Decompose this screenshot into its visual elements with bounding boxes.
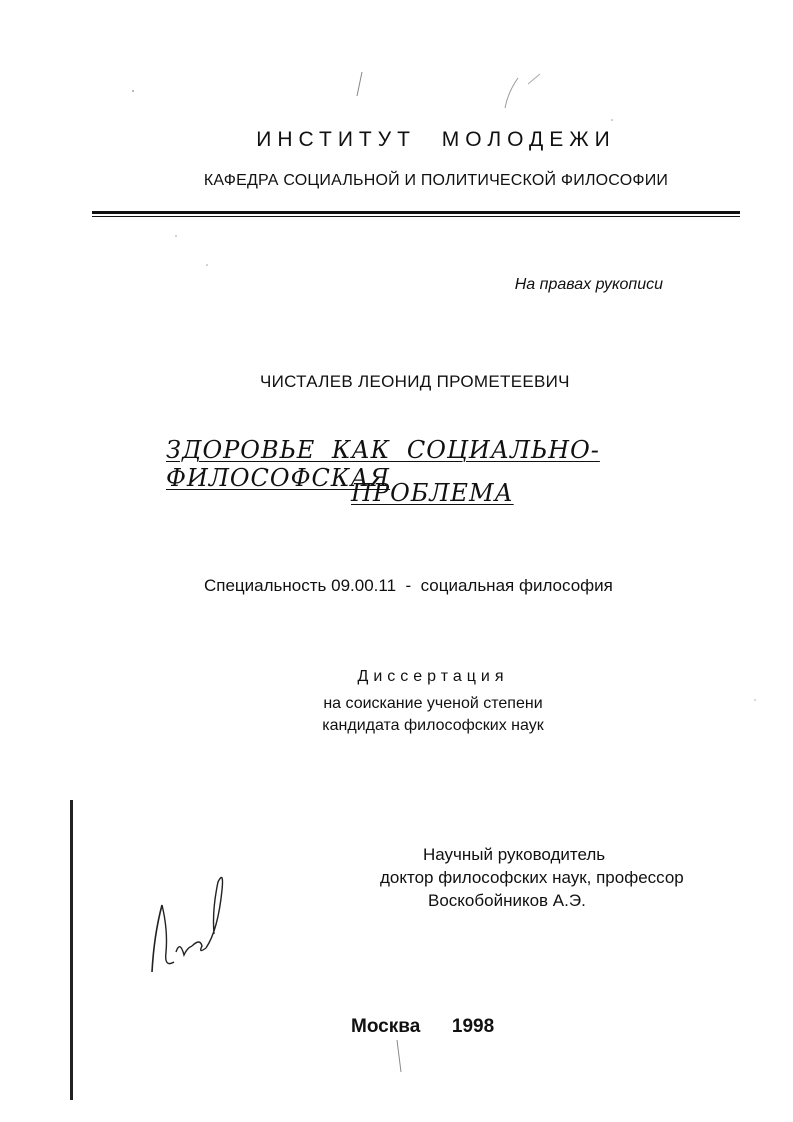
dissertation-title-line-2: ПРОБЛЕМА <box>351 479 514 507</box>
dissertation-heading: Диссертация <box>357 668 509 685</box>
degree-line-2: кандидата философских наук <box>322 717 544 734</box>
handwritten-signature <box>140 860 240 990</box>
department-name: КАФЕДРА СОЦИАЛЬНОЙ И ПОЛИТИЧЕСКОЙ ФИЛОСОФИИ <box>203 172 669 189</box>
degree-line-1: на соискание ученой степени <box>323 695 543 712</box>
dissertation-title-line-1: ЗДОРОВЬЕ КАК СОЦИАЛЬНО-ФИЛОСОФСКАЯ <box>166 436 600 492</box>
header-rule-thin <box>92 216 740 217</box>
binding-margin-line <box>70 800 73 1100</box>
specialty: Специальность 09.00.11 - социальная философия <box>204 576 613 595</box>
supervisor-role: Научный руководитель <box>423 845 606 864</box>
author-name: ЧИСТАЛЕВ ЛЕОНИД ПРОМЕТЕЕВИЧ <box>260 372 570 391</box>
city-and-year: Москва 1998 <box>351 1016 495 1037</box>
supervisor-name: Воскобойников А.Э. <box>428 891 586 910</box>
manuscript-note: На правах рукописи <box>514 276 663 293</box>
institute-name: ИНСТИТУТ МОЛОДЕЖИ <box>256 128 616 151</box>
supervisor-credentials: доктор философских наук, профессор <box>380 868 684 887</box>
header-rule-thick <box>92 211 740 214</box>
